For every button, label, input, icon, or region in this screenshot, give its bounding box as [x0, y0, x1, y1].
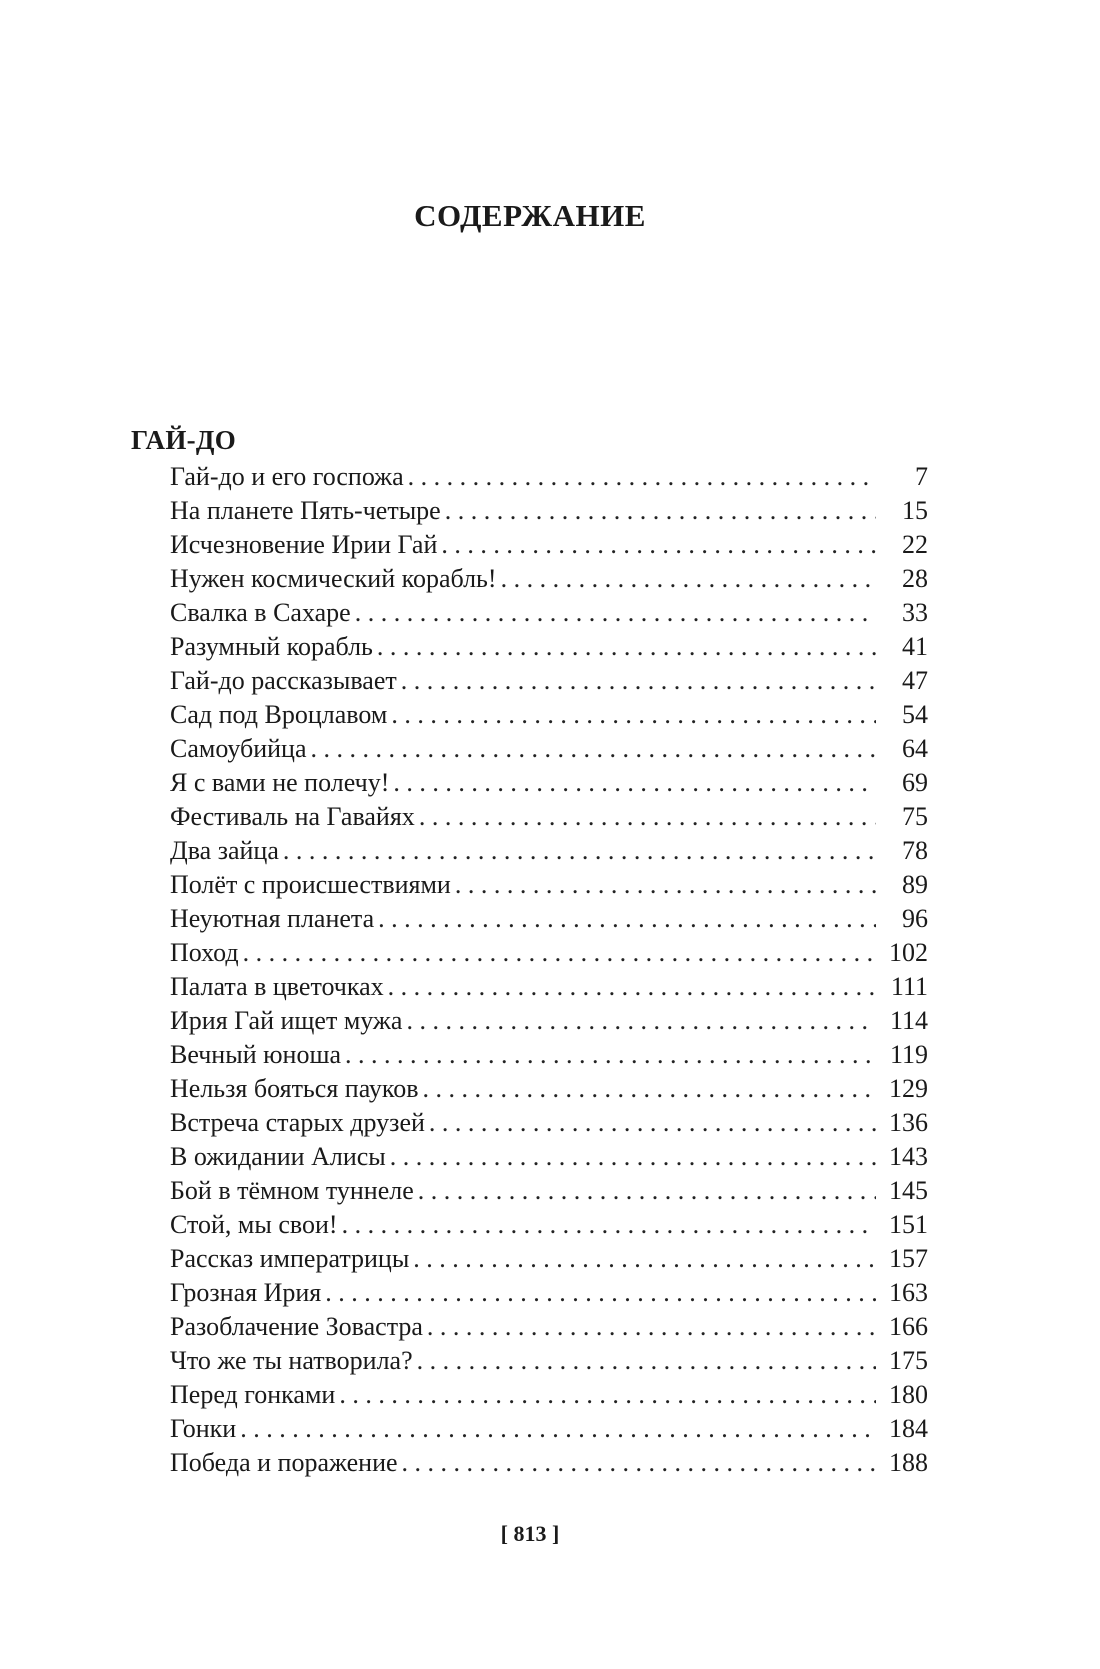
toc-entry-page: 157 [889, 1244, 928, 1273]
toc-entry-title: Гай-до и его госпожа [170, 462, 404, 491]
toc-entry [170, 1276, 928, 1310]
dot-leader [374, 902, 876, 936]
dot-leader [441, 494, 876, 528]
toc-entry [170, 698, 928, 732]
dot-leader [497, 562, 876, 596]
dot-leader [423, 1310, 876, 1344]
toc-entry-page: 28 [902, 564, 928, 593]
toc-entry-page: 22 [902, 530, 928, 559]
toc-entry [170, 1310, 928, 1344]
dot-leader [384, 970, 876, 1004]
toc-entry [170, 1174, 928, 1208]
toc-entry [170, 1072, 928, 1106]
toc-entry-page: 111 [890, 972, 928, 1001]
toc-entry-page: 89 [902, 870, 928, 899]
toc-entry-title: Грозная Ирия [170, 1278, 322, 1307]
dot-leader [236, 1412, 876, 1446]
toc-entry-page: 114 [889, 1006, 928, 1035]
toc-entry-title: Нельзя бояться пауков [170, 1074, 419, 1103]
toc-entry-page: 41 [902, 632, 928, 661]
toc-entry-page: 69 [902, 768, 928, 797]
toc-entry-page: 47 [902, 666, 928, 695]
toc-entry-page: 78 [902, 836, 928, 865]
toc-entry [170, 1242, 928, 1276]
toc-entry-page: 75 [902, 802, 928, 831]
toc-entry-title: Поход [170, 938, 239, 967]
toc-entry [170, 460, 928, 494]
toc-entry-title: Полёт с происшествиями [170, 870, 451, 899]
toc-entry [170, 562, 928, 596]
toc-entry [170, 936, 928, 970]
toc-entry-title: Разоблачение Зовастра [170, 1312, 423, 1341]
toc-entry-title: Самоубийца [170, 734, 307, 763]
dot-leader [279, 834, 876, 868]
toc-entry-title: Свалка в Сахаре [170, 598, 351, 627]
dot-leader [451, 868, 876, 902]
toc-entry [170, 1344, 928, 1378]
section-heading: ГАЙ-ДО [131, 425, 237, 455]
dot-leader [386, 1140, 876, 1174]
toc-entry-title: Стой, мы свои! [170, 1210, 338, 1239]
toc-entry-title: Что же ты натворила? [170, 1346, 413, 1375]
dot-leader [387, 698, 876, 732]
toc-entry-title: Разумный корабль [170, 632, 373, 661]
toc-entry-title: Фестиваль на Гавайях [170, 802, 415, 831]
toc-entry [170, 1106, 928, 1140]
dot-leader [425, 1106, 876, 1140]
page-title: СОДЕРЖАНИЕ [414, 198, 646, 233]
dot-leader [404, 460, 876, 494]
toc-entry-page: 136 [889, 1108, 928, 1137]
dot-leader [409, 1242, 876, 1276]
toc-entry-title: Ирия Гай ищет мужа [170, 1006, 403, 1035]
dot-leader [307, 732, 876, 766]
toc-entry-title: Неуютная планета [170, 904, 375, 933]
toc-entry-page: 102 [889, 938, 928, 967]
toc-entry-title: Два зайца [170, 836, 279, 865]
dot-leader [389, 766, 876, 800]
toc-entry-page: 129 [889, 1074, 928, 1103]
toc-entry [170, 1004, 928, 1038]
toc-entry-title: Перед гонками [170, 1380, 336, 1409]
dot-leader [341, 1038, 876, 1072]
toc-entry [170, 528, 928, 562]
toc-entry [170, 834, 928, 868]
toc-entry-title: В ожидании Алисы [170, 1142, 386, 1171]
dot-leader [437, 528, 876, 562]
toc-entry [170, 1140, 928, 1174]
toc-entry-page: 145 [889, 1176, 928, 1205]
toc-entry-page: 180 [889, 1380, 928, 1409]
toc-entry [170, 800, 928, 834]
dot-leader [321, 1276, 876, 1310]
toc-entry-title: Рассказ императрицы [170, 1244, 410, 1273]
toc-entry-title: Бой в тёмном туннеле [170, 1176, 414, 1205]
dot-leader [397, 664, 876, 698]
toc-entry-title: Вечный юноша [170, 1040, 342, 1069]
dot-leader [398, 1446, 876, 1480]
toc-entry-title: Исчезновение Ирии Гай [170, 530, 438, 559]
page-number: [ 813 ] [500, 1521, 560, 1546]
toc-entry [170, 630, 928, 664]
toc-entry [170, 1208, 928, 1242]
toc-entry-page: 7 [915, 462, 928, 491]
toc-entry-title: Встреча старых друзей [170, 1108, 425, 1137]
toc-entry [170, 868, 928, 902]
toc-entry-title: На планете Пять-четыре [170, 496, 441, 525]
dot-leader [351, 596, 876, 630]
dot-leader [415, 800, 876, 834]
toc-entry [170, 732, 928, 766]
toc-entry [170, 970, 928, 1004]
toc-entry-title: Палата в цветочках [170, 972, 384, 1001]
dot-leader [335, 1378, 876, 1412]
toc-entry-title: Я с вами не полечу! [170, 768, 390, 797]
toc-entry [170, 1038, 928, 1072]
toc-entry-page: 119 [889, 1040, 928, 1069]
toc-entry-page: 163 [889, 1278, 928, 1307]
toc-entry-page: 188 [889, 1448, 928, 1477]
toc-entry-title: Гонки [170, 1414, 237, 1443]
dot-leader [414, 1174, 876, 1208]
toc-entry-page: 151 [889, 1210, 928, 1239]
dot-leader [373, 630, 876, 664]
toc-entry-page: 54 [902, 700, 928, 729]
toc-entry-page: 175 [889, 1346, 928, 1375]
toc-entry-title: Нужен космический корабль! [170, 564, 497, 593]
toc-entry-page: 143 [889, 1142, 928, 1171]
toc-entry-page: 33 [902, 598, 928, 627]
toc-list [170, 460, 928, 1480]
toc-entry-title: Гай-до рассказывает [170, 666, 397, 695]
toc-entry [170, 1446, 928, 1480]
toc-entry-page: 64 [902, 734, 928, 763]
toc-entry-page: 96 [902, 904, 928, 933]
toc-entry-page: 15 [902, 496, 928, 525]
toc-entry [170, 1378, 928, 1412]
toc-entry-page: 166 [889, 1312, 928, 1341]
dot-leader [402, 1004, 876, 1038]
toc-entry [170, 494, 928, 528]
toc-entry [170, 902, 928, 936]
dot-leader [413, 1344, 876, 1378]
toc-entry-title: Сад под Вроцлавом [170, 700, 388, 729]
toc-entry-page: 184 [889, 1414, 928, 1443]
toc-entry [170, 664, 928, 698]
toc-entry [170, 766, 928, 800]
dot-leader [239, 936, 876, 970]
toc-entry [170, 596, 928, 630]
toc-entry-title: Победа и поражение [170, 1448, 398, 1477]
toc-entry [170, 1412, 928, 1446]
dot-leader [419, 1072, 876, 1106]
dot-leader [338, 1208, 876, 1242]
